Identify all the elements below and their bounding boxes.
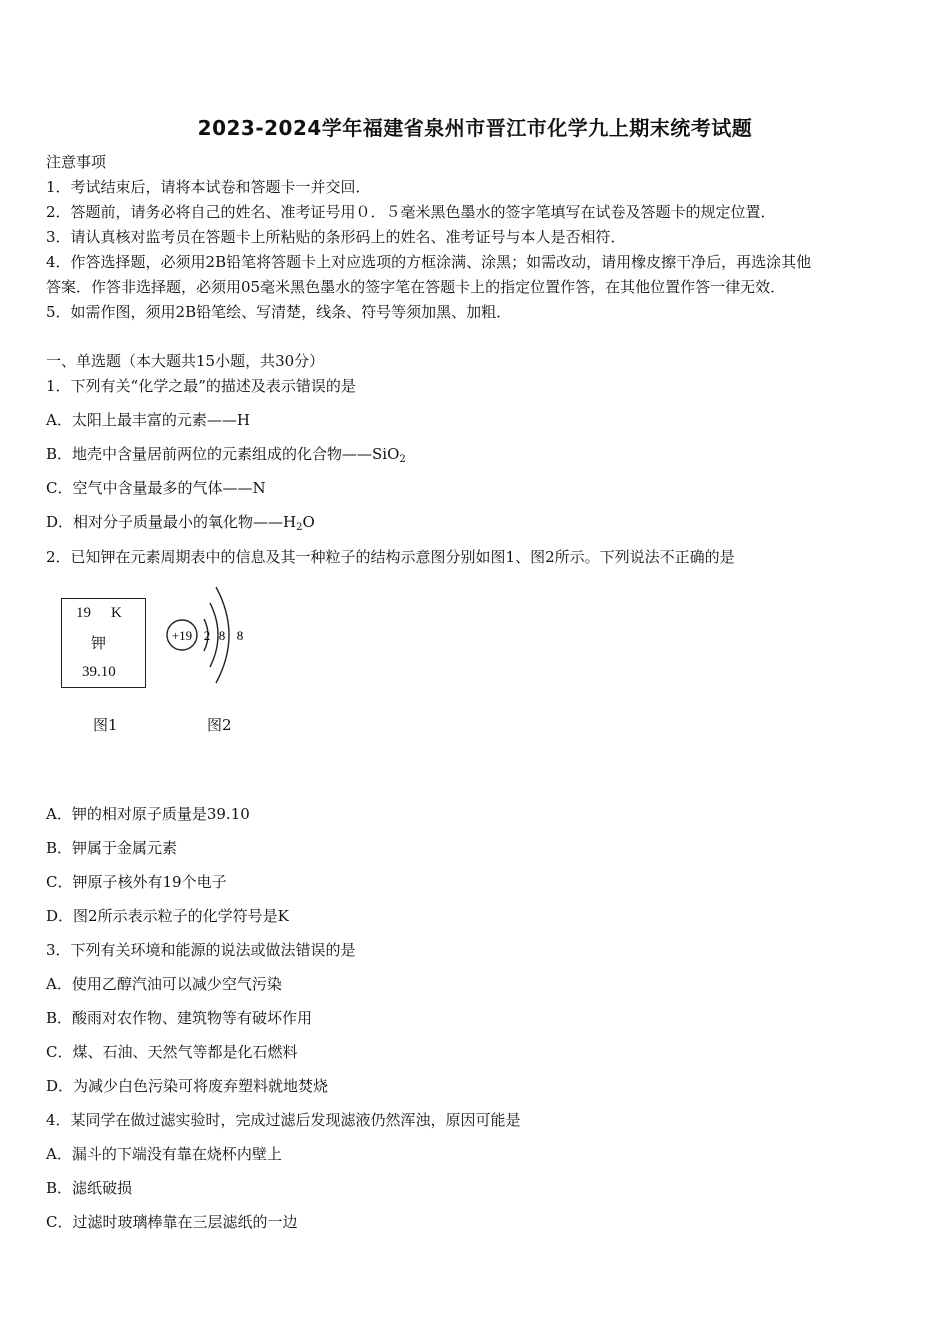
shell-electron-count: 8 xyxy=(218,628,226,643)
q2-option-c: C．钾原子核外有19个电子 xyxy=(46,873,227,891)
q2-option-a: A．钾的相对原子质量是39.10 xyxy=(46,805,250,823)
shell-electron-count: 2 xyxy=(203,628,211,643)
figure-2-label: 图2 xyxy=(207,716,232,734)
notice-item: 5．如需作图，须用2B铅笔绘、写清楚，线条、符号等须加黑、加粗． xyxy=(46,303,512,321)
atomic-number: 19 xyxy=(76,605,91,621)
q1-option-c: C．空气中含量最多的气体——N xyxy=(46,479,266,497)
q4-option-b: B．滤纸破损 xyxy=(46,1179,133,1197)
subscript: 2 xyxy=(399,454,406,465)
question-2-stem: 2．已知钾在元素周期表中的信息及其一种粒子的结构示意图分别如图1、图2所示。下列说法不正确的是 xyxy=(46,548,735,566)
atomic-mass: 39.10 xyxy=(82,664,116,680)
q3-option-b: B．酸雨对农作物、建筑物等有破坏作用 xyxy=(46,1009,313,1027)
subscript: 2 xyxy=(296,522,303,533)
q3-option-a: A．使用乙醇汽油可以减少空气污染 xyxy=(46,975,282,993)
q1-option-b xyxy=(46,444,406,470)
q1-option-d-text: D．相对分子质量最小的氧化物——H xyxy=(46,513,297,531)
q1-option-b-text: B．地壳中含量居前两位的元素组成的化合物——SiO xyxy=(46,445,400,463)
q2-option-b: B．钾属于金属元素 xyxy=(46,839,178,857)
question-4-stem: 4．某同学在做过滤实验时，完成过滤后发现滤液仍然浑浊，原因可能是 xyxy=(46,1111,521,1129)
element-name: 钾 xyxy=(91,634,107,652)
nucleus-charge: +19 xyxy=(171,628,193,643)
q1-option-d-tail: O xyxy=(302,513,315,531)
q1-option-a: A．太阳上最丰富的元素——H xyxy=(46,411,250,429)
q3-option-d: D．为减少白色污染可将废弃塑料就地焚烧 xyxy=(46,1077,329,1095)
notice-item: 答案．作答非选择题，必须用05毫米黑色墨水的签字笔在答题卡上的指定位置作答，在其他位置作答一律无效． xyxy=(46,278,786,296)
question-1-stem: 1．下列有关“化学之最”的描述及表示错误的是 xyxy=(46,377,356,395)
q2-option-d: D．图2所示表示粒子的化学符号是K xyxy=(46,907,289,925)
periodic-table-cell xyxy=(61,598,146,688)
page-title: 2023-2024学年福建省泉州市晋江市化学九上期末统考试题 xyxy=(197,116,753,140)
section-heading: 一、单选题（本大题共15小题，共30分） xyxy=(46,352,325,370)
notice-item: 2．答题前，请务必将自己的姓名、准考证号用０．５毫米黑色墨水的签字笔填写在试卷及答题卡的规定位置． xyxy=(46,203,776,221)
q3-option-c: C．煤、石油、天然气等都是化石燃料 xyxy=(46,1043,298,1061)
electron-shell-arc xyxy=(210,603,218,667)
q4-option-c: C．过滤时玻璃棒靠在三层滤纸的一边 xyxy=(46,1213,298,1231)
notice-item: 4．作答选择题，必须用2B铅笔将答题卡上对应选项的方框涂满、涂黑；如需改动，请用橡皮擦干净后，再选涂其他 xyxy=(46,253,812,271)
element-symbol: K xyxy=(111,605,122,621)
notice-heading: 注意事项 xyxy=(46,153,107,171)
q1-option-d xyxy=(46,512,315,538)
atomic-structure-diagram xyxy=(160,575,270,695)
question-3-stem: 3．下列有关环境和能源的说法或做法错误的是 xyxy=(46,941,356,959)
figure-1-label: 图1 xyxy=(93,716,118,734)
notice-item: 1．考试结束后，请将本试卷和答题卡一并交回． xyxy=(46,178,371,196)
notice-item: 3．请认真核对监考员在答题卡上所粘贴的条形码上的姓名、准考证号与本人是否相符． xyxy=(46,228,626,246)
shell-electron-count: 8 xyxy=(236,628,244,643)
q4-option-a: A．漏斗的下端没有靠在烧杯内壁上 xyxy=(46,1145,282,1163)
